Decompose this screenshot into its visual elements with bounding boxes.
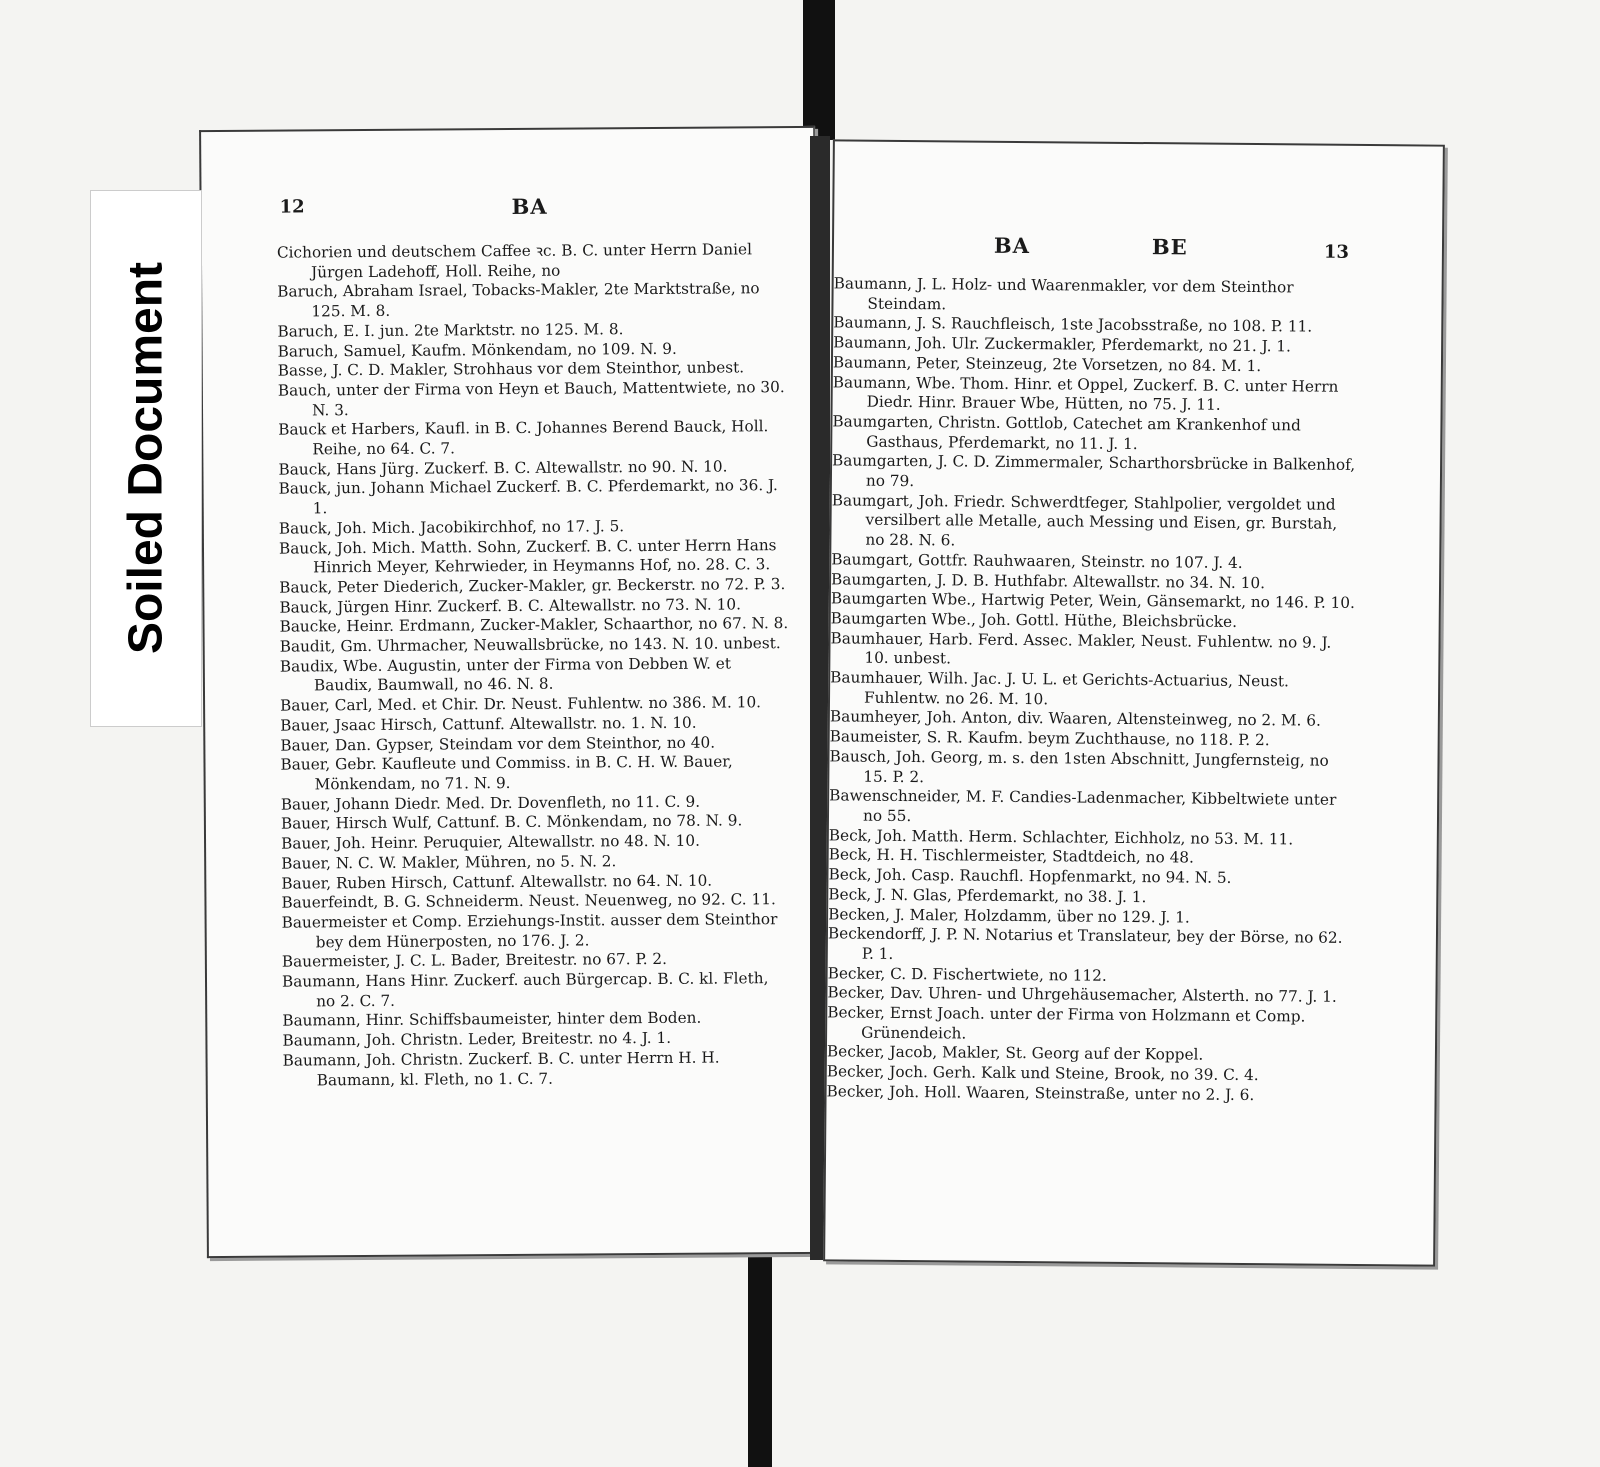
directory-entry: Bauer, Dan. Gypser, Steindam vor dem Steinthor, no 40.: [280, 733, 716, 755]
directory-entry: Bauck, Peter Diederich, Zucker-Makler, gr. Beckerstr. no 72. P. 3.: [279, 575, 786, 597]
page-header-left: BA: [511, 193, 548, 219]
directory-entry: Becker, Jacob, Makler, St. Georg auf der Koppel.: [826, 1042, 1204, 1065]
directory-entry: Becker, Joh. Holl. Waaren, Steinstraße, unter no 2. J. 6.: [826, 1082, 1255, 1104]
directory-entry: Baumann, J. S. Rauchfleisch, 1ste Jacobsstraße, no 108. P. 11.: [833, 313, 1313, 336]
directory-entry: Baruch, E. I. jun. 2te Marktstr. no 125. M. 8.: [277, 320, 624, 341]
directory-entry: Baruch, Abraham Israel, Tobacks-Makler, 2te Marktstraße, no 125. M. 8.: [277, 279, 760, 321]
directory-entry: Bauck, Joh. Mich. Matth. Sohn, Zuckerf. B. C. unter Herrn Hans Hinrich Meyer, Kehrwieder, in Heymanns Hof, no. 28. C. 3.: [278, 535, 777, 577]
directory-entry: Baumhauer, Harb. Ferd. Assec. Makler, Neust. Fuhlentw. no 9. J. 10. unbest.: [830, 629, 1332, 668]
binding-strip-bottom: [748, 1250, 772, 1467]
directory-entry: Baruch, Samuel, Kaufm. Mönkendam, no 109. N. 9.: [277, 339, 677, 361]
directory-entry: Beck, Joh. Casp. Rauchfl. Hopfenmarkt, no 94. N. 5.: [828, 865, 1232, 887]
directory-entry: Bauer, Johann Diedr. Med. Dr. Dovenfleth, no 11. C. 9.: [280, 792, 701, 814]
soiled-document-label-text: Soiled Document: [119, 261, 173, 655]
directory-entry: Baumann, Joh. Ulr. Zuckermakler, Pferdemarkt, no 21. J. 1.: [833, 333, 1292, 356]
left-page: [199, 126, 823, 1258]
directory-entry: Beck, H. H. Tischlermeister, Stadtdeich, no 48.: [828, 845, 1195, 867]
directory-entry: Baumgart, Gottfr. Rauhwaaren, Steinstr. no 107. J. 4.: [831, 550, 1243, 572]
directory-entry: Baudix, Wbe. Augustin, unter der Firma von Debben W. et Baudix, Baumwall, no 46. N. 8.: [279, 654, 732, 695]
directory-entry: Baumann, Hans Hinr. Zuckerf. auch Bürgercap. B. C. kl. Fleth, no 2. C. 7.: [281, 969, 769, 1011]
soiled-document-label: [90, 190, 202, 727]
directory-entry: Bauer, Hirsch Wulf, Cattunf. B. C. Mönkendam, no 78. N. 9.: [280, 811, 743, 833]
directory-entry: Baudit, Gm. Uhrmacher, Neuwallsbrücke, no 143. N. 10. unbest.: [279, 634, 781, 656]
directory-entry: Baucke, Heinr. Erdmann, Zucker-Makler, Schaarthor, no 67. N. 8.: [279, 614, 789, 636]
directory-entry: Basse, J. C. D. Makler, Strohhaus vor dem Steinthor, unbest.: [277, 358, 745, 380]
page-number-left: 12: [279, 196, 305, 218]
directory-entry: Baumheyer, Joh. Anton, div. Waaren, Altensteinweg, no 2. M. 6.: [829, 707, 1321, 731]
directory-entry: Becker, C. D. Fischertwiete, no 112.: [827, 963, 1107, 985]
directory-entry: Bauermeister, J. C. L. Bader, Breitestr. no 67. P. 2.: [281, 950, 668, 971]
directory-entry: Bauer, Jsaac Hirsch, Cattunf. Altewallstr. no. 1. N. 10.: [280, 713, 697, 735]
directory-entry: Becker, Ernst Joach. unter der Firma von Holzmann et Comp. Grünendeich.: [827, 1003, 1306, 1043]
directory-entry: Bauck, Joh. Mich. Jacobikirchhof, no 17. J. 5.: [278, 517, 625, 538]
directory-entry: Bauck, Hans Jürg. Zuckerf. B. C. Altewallstr. no 90. N. 10.: [278, 457, 728, 479]
directory-entry: Baumhauer, Wilh. Jac. J. U. L. et Gerichts-Actuarius, Neust. Fuhlentw. no 26. M. 10.: [830, 668, 1289, 709]
directory-entry: Becker, Dav. Uhren- und Uhrgehäusemacher, Alsterth. no 77. J. 1.: [827, 983, 1337, 1007]
directory-entry: Baumann, Hinr. Schiffsbaumeister, hinter dem Boden.: [282, 1009, 702, 1031]
directory-entry: Baumann, Peter, Steinzeug, 2te Vorsetzen, no 84. M. 1.: [832, 353, 1262, 375]
directory-entry: Bauer, Gebr. Kaufleute und Commiss. in B. C. H. W. Bauer, Mönkendam, no 71. N. 9.: [280, 752, 733, 794]
directory-entry: Baumgarten, J. C. D. Zimmermaler, Scharthorsbrücke in Balkenhof, no 79.: [832, 451, 1356, 491]
directory-entry: Bauer, Joh. Heinr. Peruquier, Altewallstr. no 48. N. 10.: [280, 831, 700, 853]
directory-entry: Bauck, jun. Johann Michael Zuckerf. B. C. Pferdemarkt, no 36. J. 1.: [278, 476, 778, 518]
directory-entry: Bauer, Ruben Hirsch, Cattunf. Altewallstr. no 64. N. 10.: [281, 871, 713, 893]
directory-entries-left: [277, 240, 793, 1091]
directory-entry: Baumgart, Joh. Friedr. Schwerdtfeger, Stahlpolier, vergoldet und versilbert alle Metalle, auch Messing und Eisen, gr. Burstah, no 28. N. 6.: [831, 491, 1338, 550]
directory-entry: Bauck et Harbers, Kaufl. in B. C. Johannes Berend Bauck, Holl. Reihe, no 64. C. 7.: [278, 417, 769, 459]
directory-entry: Bauck, Jürgen Hinr. Zuckerf. B. C. Altewallstr. no 73. N. 10.: [279, 595, 741, 617]
directory-entry: Becken, J. Maler, Holzdamm, über no 129. J. 1.: [828, 904, 1190, 926]
directory-entry: Beckendorff, J. P. N. Notarius et Translateur, bey der Börse, no 62. P. 1.: [827, 924, 1343, 963]
directory-entry: Bawenschneider, M. F. Candies-Ladenmacher, Kibbeltwiete unter no 55.: [829, 786, 1337, 826]
page-header-right-be: BE: [1151, 234, 1188, 260]
directory-entry: Baumann, Joh. Christn. Zuckerf. B. C. unter Herrn H. H. Baumann, kl. Fleth, no 1. C. 7.: [282, 1048, 720, 1089]
directory-entry: Bauerfeindt, B. G. Schneiderm. Neust. Neuenweg, no 92. C. 11.: [281, 890, 776, 912]
directory-entry: Baumgarten Wbe., Joh. Gottl. Hüthe, Bleichsbrücke.: [830, 609, 1238, 631]
binding-strip-top: [803, 0, 835, 140]
directory-entry: Baumgarten, J. D. B. Huthfabr. Altewallstr. no 34. N. 10.: [830, 569, 1266, 592]
directory-entry: Baumgarten, Christn. Gottlob, Catechet am Krankenhof und Gasthaus, Pferdemarkt, no 11. J. 1.: [832, 412, 1301, 453]
directory-entry: Becker, Joch. Gerh. Kalk und Steine, Brook, no 39. C. 4.: [826, 1062, 1259, 1085]
directory-entry: Baumeister, S. R. Kaufm. beym Zuchthause, no 118. P. 2.: [829, 727, 1270, 750]
right-page: [823, 139, 1445, 1266]
directory-entry: Cichorien und deutschem Caffee ꝛc. B. C. unter Herrn Daniel Jürgen Ladehoff, Holl. Reihe, no: [276, 240, 753, 282]
directory-entry: Baumann, Joh. Christn. Leder, Breitestr. no 4. J. 1.: [282, 1029, 672, 1050]
directory-entry: Bauermeister et Comp. Erziehungs-Instit. ausser dem Steinthor bey dem Hünerposten, no 176. J. 2.: [281, 910, 778, 951]
directory-entry: Bauer, Carl, Med. et Chir. Dr. Neust. Fuhlentw. no 386. M. 10.: [280, 693, 762, 715]
directory-entry: Baumgarten Wbe., Hartwig Peter, Wein, Gänsemarkt, no 146. P. 10.: [830, 589, 1356, 613]
directory-entry: Baumann, Wbe. Thom. Hinr. et Oppel, Zuckerf. B. C. unter Herrn Diedr. Hinr. Brauer Wbe, Hütten, no 75. J. 11.: [832, 372, 1339, 414]
directory-entry: Beck, J. N. Glas, Pferdemarkt, no 38. J. 1.: [828, 885, 1147, 906]
page-header-right-ba: BA: [993, 232, 1031, 259]
page-number-right: 13: [1323, 241, 1350, 263]
directory-entry: Beck, Joh. Matth. Herm. Schlachter, Eichholz, no 53. M. 11.: [828, 826, 1294, 849]
directory-entry: Bauch, unter der Firma von Heyn et Bauch, Mattentwiete, no 30. N. 3.: [277, 378, 785, 420]
directory-entries-right: [827, 274, 1359, 1106]
directory-entry: Baumann, J. L. Holz- und Waarenmakler, vor dem Steinthor Steindam.: [833, 274, 1294, 314]
directory-entry: Bausch, Joh. Georg, m. s. den 1sten Abschnitt, Jungfernsteig, no 15. P. 2.: [829, 747, 1329, 786]
directory-entry: Bauer, N. C. W. Makler, Mühren, no 5. N. 2.: [281, 852, 617, 873]
